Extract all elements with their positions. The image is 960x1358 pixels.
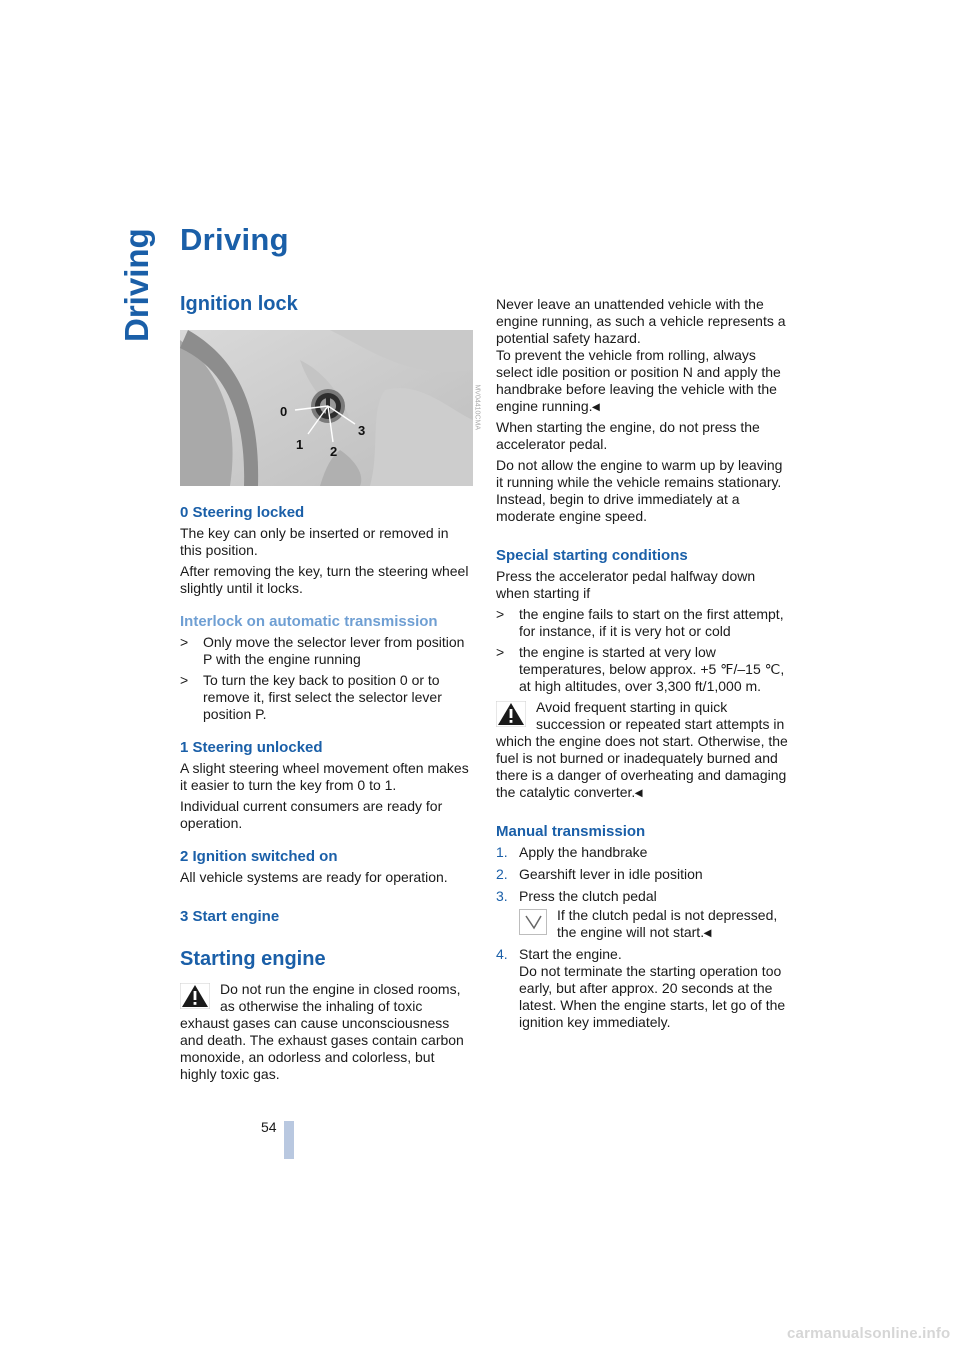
- figure-label-3: 0: [280, 404, 288, 419]
- figure-code: MV04410CMA: [474, 384, 481, 430]
- unattended-text: Never leave an unattended vehicle with the engine running, as such a vehicle represents a potential safety hazard.: [496, 296, 786, 346]
- page-title: Driving: [180, 222, 289, 257]
- prevent-rolling-text: To prevent the vehicle from rolling, always select idle position or position N and apply the handbrake before leaving the vehicle with the engine running.◂: [496, 347, 781, 414]
- warning-icon: [180, 983, 210, 1009]
- page-number: 54: [261, 1119, 277, 1135]
- list-item: 1. Apply the handbrake: [496, 844, 648, 860]
- figure-label-2: 1: [296, 437, 304, 452]
- special-intro: Press the accelerator pedal halfway down when starting if: [496, 568, 756, 601]
- page-bar: [284, 1121, 294, 1159]
- steering-unlocked-heading: 1 Steering unlocked: [180, 739, 323, 756]
- ignition-lock-figure: [180, 330, 481, 486]
- special-list: [496, 606, 788, 695]
- watermark[interactable]: carmanualsonline.info: [787, 1325, 951, 1342]
- steering-locked-heading: 0 Steering locked: [180, 504, 305, 521]
- ignition-lock-heading: Ignition lock: [180, 293, 298, 315]
- accelerator-text: When starting the engine, do not press the accelerator pedal.: [496, 419, 760, 452]
- end-mark: ◂: [592, 398, 600, 414]
- warning-exhaust: [180, 981, 473, 1083]
- warmup-text: Do not allow the engine to warm up by leaving it running while the vehicle remains stationary. Instead, begin to drive immediately at a moderate engine speed.: [496, 457, 783, 524]
- warning-exhaust-text: Do not run the engine in closed rooms, as otherwise the inhaling of toxic exhaust gases can cause unconsciousness and death. The exhaust gases contain carbon monoxide, an odorless and colorless, but highly toxic gas.: [180, 981, 464, 1082]
- steering-unlocked-text-1: A slight steering wheel movement often makes it easier to turn the key from 0 to 1.: [180, 760, 469, 793]
- end-mark: ◂: [704, 924, 712, 940]
- list-item: > the engine is started at very low temperatures, below approx. +5 ℉/–15 ℃, at high altitudes, over 3,300 ft/1,000 m.: [496, 644, 785, 694]
- warning-starting: [496, 699, 788, 801]
- side-tab-label: Driving: [118, 228, 155, 342]
- right-column: [496, 296, 788, 1036]
- special-conditions-heading: Special starting conditions: [496, 547, 688, 564]
- manual-transmission-heading: Manual transmission: [496, 823, 646, 840]
- starting-engine-heading: Starting engine: [180, 948, 326, 970]
- clutch-note-text: If the clutch pedal is not depressed, the engine will not start.: [557, 907, 778, 940]
- ignition-lock-illustration: [180, 330, 473, 486]
- figure-label-1: 2: [330, 444, 338, 459]
- manual-steps: [496, 844, 788, 1031]
- list-item: > To turn the key back to position 0 or to remove it, first select the selector lever position P.: [180, 672, 442, 722]
- end-mark: ◂: [635, 784, 643, 800]
- warning-icon: [496, 701, 526, 727]
- warning-starting-text: Avoid frequent starting in quick succession or repeated start attempts in which the engine does not start. Otherwise, the fuel is not burned or inadequately burned and there is a danger of overheating and damaging the catalytic converter.: [496, 699, 788, 800]
- steering-locked-text-2: After removing the key, turn the steering wheel slightly until it locks.: [180, 563, 469, 596]
- interlock-list: [180, 634, 473, 723]
- steering-locked-text-1: The key can only be inserted or removed in this position.: [180, 525, 449, 558]
- list-item: 4. Start the engine. Do not terminate the starting operation too early, but after approx. 20 seconds at the latest. When the engine starts, let go of the ignition key immediately.: [496, 946, 786, 1030]
- figure-label-0: 3: [358, 423, 366, 438]
- list-item: 2. Gearshift lever in idle position: [496, 866, 703, 882]
- list-item: 3. Press the clutch pedal If the clutch pedal is not depressed, the engine will not start.◂: [496, 888, 788, 941]
- note-arrow-icon: [519, 909, 547, 935]
- list-item: > Only move the selector lever from position P with the engine running: [180, 634, 465, 667]
- left-column: [180, 292, 481, 1087]
- start-engine-heading: 3 Start engine: [180, 908, 280, 925]
- list-item: > the engine fails to start on the first attempt, for instance, if it is very hot or cold: [496, 606, 784, 639]
- ignition-on-heading: 2 Ignition switched on: [180, 848, 338, 865]
- steering-unlocked-text-2: Individual current consumers are ready for operation.: [180, 798, 443, 831]
- interlock-heading: Interlock on automatic transmission: [180, 613, 438, 630]
- ignition-on-text: All vehicle systems are ready for operation.: [180, 869, 448, 885]
- side-tab: [112, 228, 162, 348]
- clutch-note: [519, 907, 788, 941]
